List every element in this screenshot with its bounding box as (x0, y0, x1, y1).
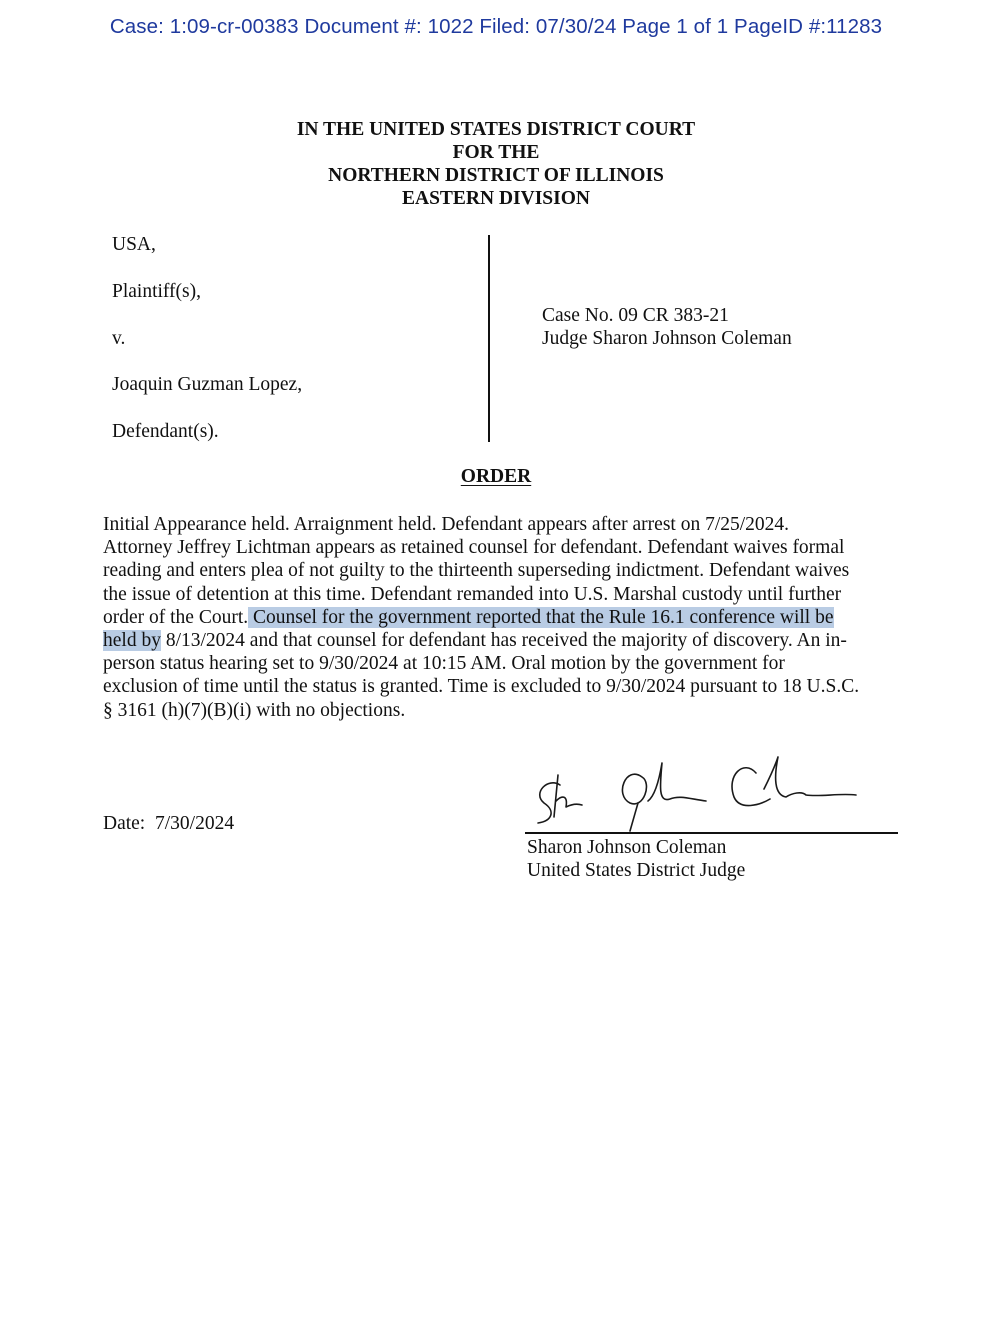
highlighted-selection[interactable]: held by (103, 630, 161, 652)
signature-block (527, 836, 745, 882)
signature-line (525, 832, 898, 834)
order-text (103, 513, 903, 722)
defendant-name: Joaquin Guzman Lopez, (112, 374, 303, 395)
defendant-role: Defendant(s). (112, 421, 219, 442)
court-heading-line: EASTERN DIVISION (401, 188, 590, 209)
assigned-judge: Judge Sharon Johnson Coleman (542, 328, 792, 349)
order-text-line: Initial Appearance held. Arraignment held. Defendant appears after arrest on 7/25/2024. (103, 514, 790, 535)
order-text-line: exclusion of time until the status is granted. Time is excluded to 9/30/2024 pursuant to 18 U.S.C. (103, 676, 860, 698)
order-text-line (103, 606, 903, 629)
order-text-line: person status hearing set to 9/30/2024 at 10:15 AM. Oral motion by the government for (103, 653, 785, 675)
date-value: 7/30/2024 (154, 813, 235, 834)
court-heading (0, 118, 992, 210)
signer-title: United States District Judge (527, 860, 746, 881)
plaintiff-name: USA, (112, 234, 156, 255)
date-label: Date: (103, 813, 146, 834)
order-text-segment: order of the Court. (103, 606, 249, 628)
court-heading-line: FOR THE (452, 142, 540, 163)
case-caption-info (542, 304, 792, 350)
order-date (103, 813, 234, 835)
order-text-segment: 8/13/2024 and that counsel for defendant has received the majority of discovery. An in- (160, 630, 847, 652)
order-text-line: § 3161 (h)(7)(B)(i) with no objections. (103, 699, 406, 721)
order-text-line: the issue of detention at this time. Defendant remanded into U.S. Marshal custody until further (103, 583, 842, 605)
order-text-line: Attorney Jeffrey Lichtman appears as retained counsel for defendant. Defendant waives formal (103, 537, 845, 559)
order-text-line (103, 629, 903, 652)
case-number: Case No. 09 CR 383-21 (542, 305, 729, 326)
order-text-line: reading and enters plea of not guilty to the thirteenth superseding indictment. Defendant waives (103, 560, 850, 582)
versus-label: v. (112, 328, 126, 349)
order-title: ORDER (460, 466, 532, 487)
court-heading-line: IN THE UNITED STATES DISTRICT COURT (296, 119, 696, 140)
caption-divider (488, 235, 490, 442)
highlighted-selection[interactable]: Counsel for the government reported that the Rule 16.1 conference will be (248, 606, 834, 628)
judge-signature (530, 755, 860, 835)
ecf-filing-header: Case: 1:09-cr-00383 Document #: 1022 Filed: 07/30/24 Page 1 of 1 PageID #:11283 (109, 15, 883, 38)
court-heading-line: NORTHERN DISTRICT OF ILLINOIS (328, 165, 664, 186)
plaintiff-role: Plaintiff(s), (112, 281, 202, 302)
signer-name: Sharon Johnson Coleman (527, 837, 727, 858)
